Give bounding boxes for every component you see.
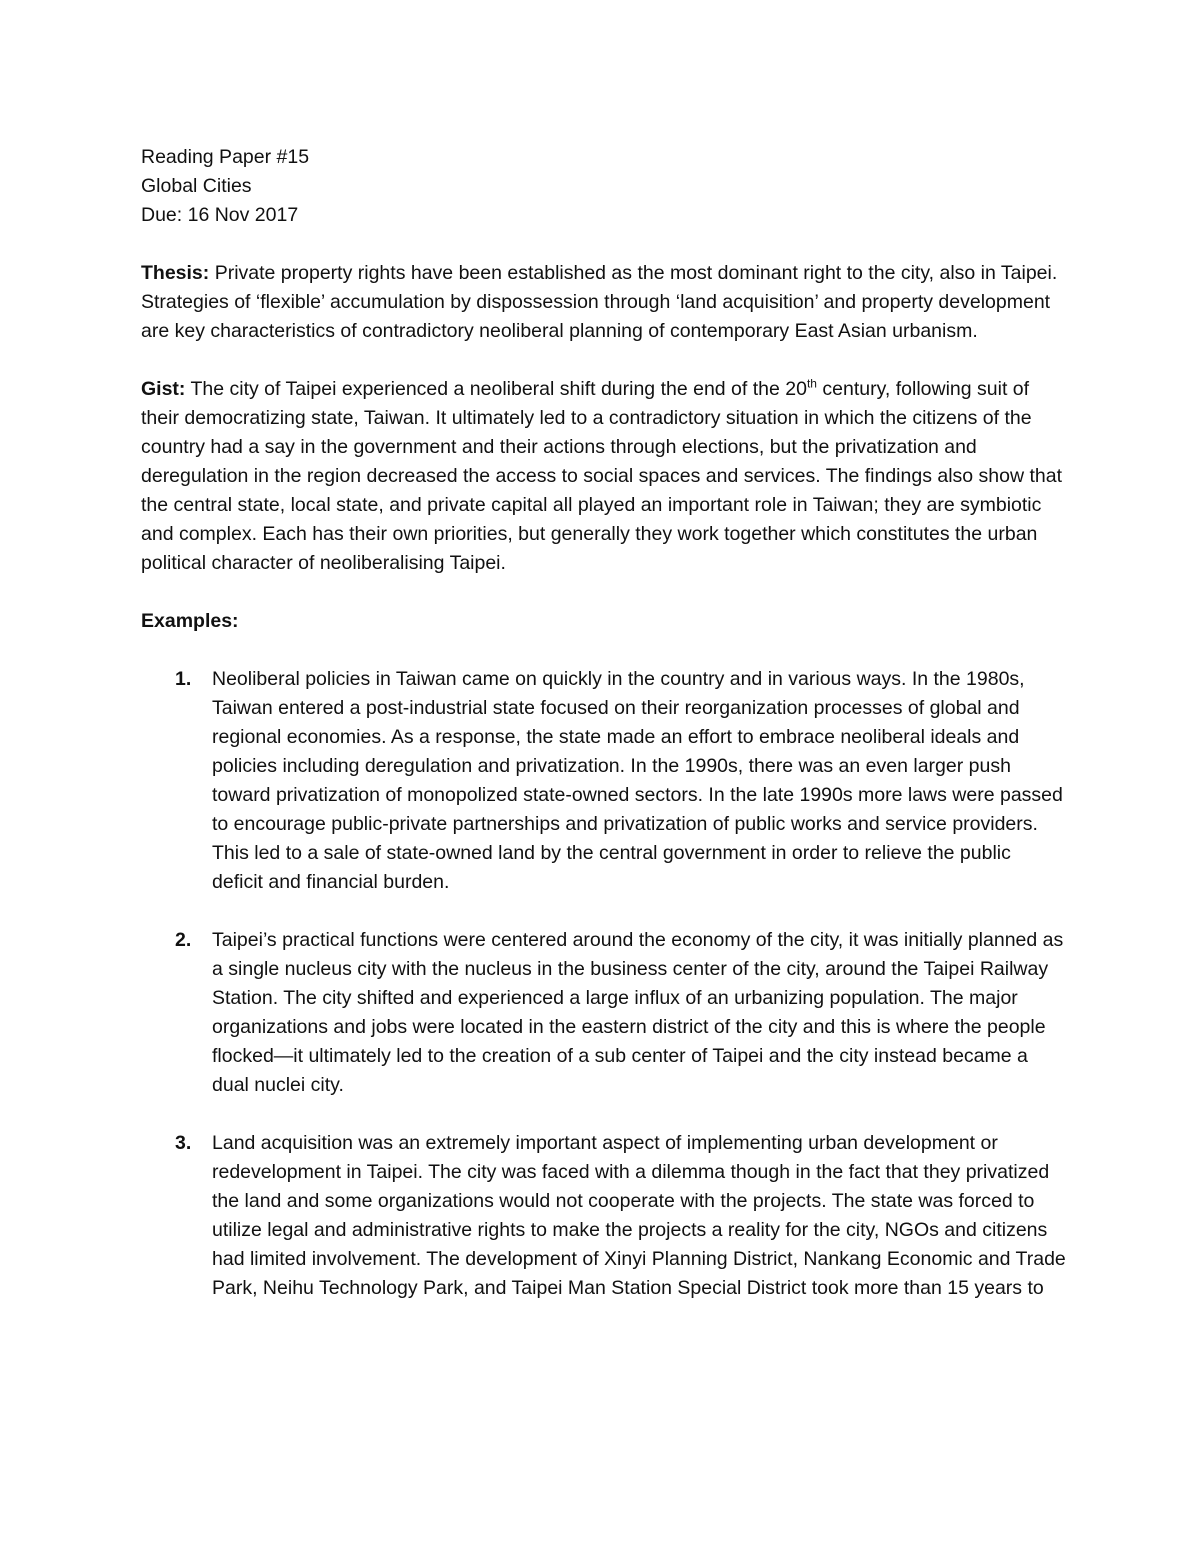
gist-text-end: century, following suit of their democratizing state, Taiwan. It ultimately led to a contradictory situation in which the citizens of the country had a say in the government and their actions through elections, but the privatization and deregulation in the region decreased the access to social spaces and services. The findings also show that the central state, local state, and private capital all played an important role in Taiwan; they are symbiotic and complex. Each has their own priorities, but generally they work together which constitutes the urban political character of neoliberalising Taipei. bbox=[141, 378, 1063, 574]
example-number: 3. bbox=[175, 1132, 192, 1154]
example-text: Neoliberal policies in Taiwan came on quickly in the country and in various ways. In the 1980s, Taiwan entered a post-industrial state focused on their reorganization processes of global and regional economies. As a response, the state made an effort to embrace neoliberal ideals and policies including deregulation and privatization. In the 1990s, there was an even larger push toward privatization of monopolized state-owned sectors. In the late 1990s more laws were passed to encourage public-private partnerships and privatization of public works and service providers. This led to a sale of state-owned land by the central government in order to relieve the public deficit and financial burden. bbox=[212, 668, 1063, 893]
spacer bbox=[141, 230, 1066, 259]
course-name: Global Cities bbox=[141, 175, 252, 197]
gist-text-start: The city of Taipei experienced a neoliberal shift during the end of the 20 bbox=[185, 378, 807, 400]
examples-heading: Examples: bbox=[141, 610, 239, 632]
example-item bbox=[141, 665, 1066, 897]
example-number: 2. bbox=[175, 929, 192, 951]
gist-label: Gist: bbox=[141, 378, 186, 400]
thesis-text: Private property rights have been established as the most dominant right to the city, also in Taipei. Strategies of ‘flexible’ accumulation by dispossession through ‘land acquisition’ and property development are key characteristics of contradictory neoliberal planning of contemporary East Asian urbanism. bbox=[141, 262, 1058, 342]
due-date: Due: 16 Nov 2017 bbox=[141, 204, 299, 226]
spacer bbox=[141, 636, 1066, 665]
examples-list bbox=[141, 665, 1066, 1303]
example-text: Land acquisition was an extremely important aspect of implementing urban development or redevelopment in Taipei. The city was faced with a dilemma though in the fact that they privatized the land and some organizations would not cooperate with the projects. The state was forced to utilize legal and administrative rights to make the projects a reality for the city, NGOs and citizens had limited involvement. The development of Xinyi Planning District, Nankang Economic and Trade Park, Neihu Technology Park, and Taipei Man Station Special District took more than 15 years to bbox=[212, 1132, 1066, 1299]
thesis-label: Thesis: bbox=[141, 262, 210, 284]
document-header bbox=[141, 143, 1066, 230]
example-number: 1. bbox=[175, 668, 192, 690]
thesis-paragraph bbox=[141, 259, 1066, 346]
example-text: Taipei’s practical functions were centered around the economy of the city, it was initially planned as a single nucleus city with the nucleus in the business center of the city, around the Taipei Railway Station. The city shifted and experienced a large influx of an urbanizing population. The major organizations and jobs were located in the eastern district of the city and this is where the people flocked—it ultimately led to the creation of a sub center of Taipei and the city instead became a dual nuclei city. bbox=[212, 929, 1064, 1096]
spacer bbox=[141, 578, 1066, 607]
example-item bbox=[141, 926, 1066, 1100]
assignment-title: Reading Paper #15 bbox=[141, 146, 310, 168]
gist-paragraph bbox=[141, 375, 1066, 578]
document-body bbox=[141, 143, 1066, 1303]
spacer bbox=[141, 346, 1066, 375]
example-item bbox=[141, 1129, 1066, 1303]
gist-superscript: th bbox=[806, 376, 817, 391]
